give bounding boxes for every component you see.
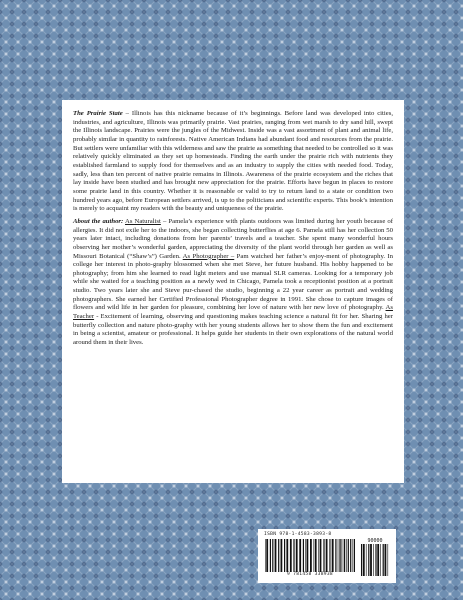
barcode-bar (315, 539, 317, 576)
barcode-bar (354, 539, 355, 576)
prairie-text: – Illinois has this nickname because of it’s beginnings. Before land was developed into cities, industries, and agriculture, Illinois was primarily prairie. Vast prairies, ranging from wet marsh to dry sand hill, swept the Illinois landscape. Prairies were the jungles of the Midwest. Inside was a vast assortment of plant and animal life, probably similar in quantity to rainforests. Native American Indians had abundant food and resources from the prairie. But settlers were unfamiliar with this wilderness and saw the prairie as something that needed to be controlled so it was relatively quickly eliminated as they set up homesteads. Finding the earth under the prairie rich with nutrients they established farmland to supply food for themselves and as an industry to supply the cities with needed food. Today, sadly, less than ten percent of native prairie remains in Illinois. Awareness of the prairie ecosystem and the riches that lay inside have been studied and has brought new appreciation for the prairie. Efforts have begun in places to restore some prairie land in this country. Whether it is reasonable or valid to try to return land to a state or condition two hundred years ago, before European settlers arrived, is up to the politicians and scientific experts. This book’s intention is merely to acquaint my readers with the beauty and uniqueness of the prairie. (73, 110, 393, 213)
isbn-label: ISBN 978-1-4583-3893-8 (264, 532, 332, 537)
barcode-bar (366, 544, 367, 576)
barcode-bar (373, 544, 374, 576)
barcode-bar (370, 544, 372, 576)
barcode-addon-bars (360, 544, 390, 576)
barcode-bar (344, 539, 345, 576)
barcode-bar (265, 539, 266, 576)
barcode-bar (326, 539, 328, 576)
barcode-addon-number: 90000 (367, 538, 383, 544)
barcode-bar (286, 539, 288, 576)
barcode-bar (270, 539, 271, 576)
barcode-bar (310, 539, 312, 576)
barcode-bars (264, 539, 356, 576)
barcode-box (258, 529, 396, 583)
teacher-label: As Teacher (73, 304, 393, 321)
barcode-bar (388, 544, 389, 576)
barcode-bar (363, 544, 365, 576)
barcode-bar (324, 539, 325, 576)
barcode-bar (335, 539, 336, 576)
barcode-bar (303, 539, 304, 576)
barcode-bar (299, 539, 301, 576)
barcode-bar (361, 544, 362, 576)
barcode-bar (380, 544, 381, 576)
barcode-digits: 9 781458 338938 (264, 572, 356, 577)
barcode-bar (272, 539, 273, 576)
barcode-bar (266, 539, 268, 576)
naturalist-label: As Naturalist (124, 217, 161, 225)
barcode-bar (278, 539, 279, 576)
author-paragraph (73, 218, 393, 348)
teacher-text: - Excitement of learning, observing and questioning makes teaching science a natural fit for her. Sharing her butterfly collection and nature photo-graphy with her young students allows her to show them the fun and excitement in being a scientist, amateur or professional. It helps guide her students in their own explorations of the natural world around them in their lives. (73, 313, 393, 347)
barcode-bar (346, 539, 347, 576)
barcode-bar (290, 539, 292, 576)
barcode-bar (383, 544, 384, 576)
barcode-bar (340, 539, 341, 576)
naturalist-text: – Pamela’s experience with plants outdoors was limited during her youth because of allergies. It did not exile her to the indoors, she began collecting butterflies at age 6. Pamela still has her collection 50 years later intact, including donations from her parents’ travels and a teacher. She spent many wonderful hours observing her mother’s wonderful garden, appreciating the diversity of the plant world through her garden as well as Missouri Botanical (“Shaw’s”) Garden. (73, 217, 393, 260)
author-heading: About the author: (73, 217, 124, 225)
photographer-text: Pam watched her father’s enjoy-ment of photography. In college her interest in photo-graphy blossomed when she met Steve, her future husband. His hobby happened to be photography; from him she learned to read light meters and use manual SLR cameras. Looking for a temporary job while she waited for a teaching position as a newly wed in Chicago, Pamela took a receptionist position at a portrait studio. Two years later she and Steve pur-chased the studio, beginning a 22 year career as portrait and wedding photographers. She earned her Certified Professional Photographer degree in 1991. She chose to capture images of flowers and wild life in her garden for pleasure, combining her love of nature with her new love of photography. (73, 252, 394, 312)
photographer-label: As Photographer – (182, 252, 235, 260)
barcode-bar (307, 539, 309, 576)
barcode-bar (296, 539, 298, 576)
barcode-bar (348, 539, 349, 576)
barcode-bar (275, 539, 277, 576)
barcode (264, 539, 390, 576)
barcode-bar (305, 539, 306, 576)
barcode-bar (368, 544, 369, 576)
barcode-bar (329, 539, 330, 576)
barcode-bar (281, 539, 283, 576)
prairie-paragraph (73, 110, 393, 214)
barcode-bar (331, 539, 332, 576)
barcode-bar (343, 539, 344, 576)
barcode-bar (375, 544, 376, 576)
barcode-bar (320, 539, 322, 576)
barcode-bar (339, 539, 340, 576)
text-panel (62, 100, 404, 483)
barcode-bar (323, 539, 324, 576)
barcode-bar (314, 539, 315, 576)
prairie-heading: The Prairie State (73, 110, 123, 117)
barcode-bar (318, 539, 319, 576)
barcode-bar (385, 544, 387, 576)
barcode-bar (353, 539, 354, 576)
barcode-bar (377, 544, 379, 576)
barcode-bar (284, 539, 285, 576)
barcode-bar (332, 539, 334, 576)
barcode-bar (350, 539, 351, 576)
barcode-bar (338, 539, 339, 576)
barcode-bar (293, 539, 294, 576)
